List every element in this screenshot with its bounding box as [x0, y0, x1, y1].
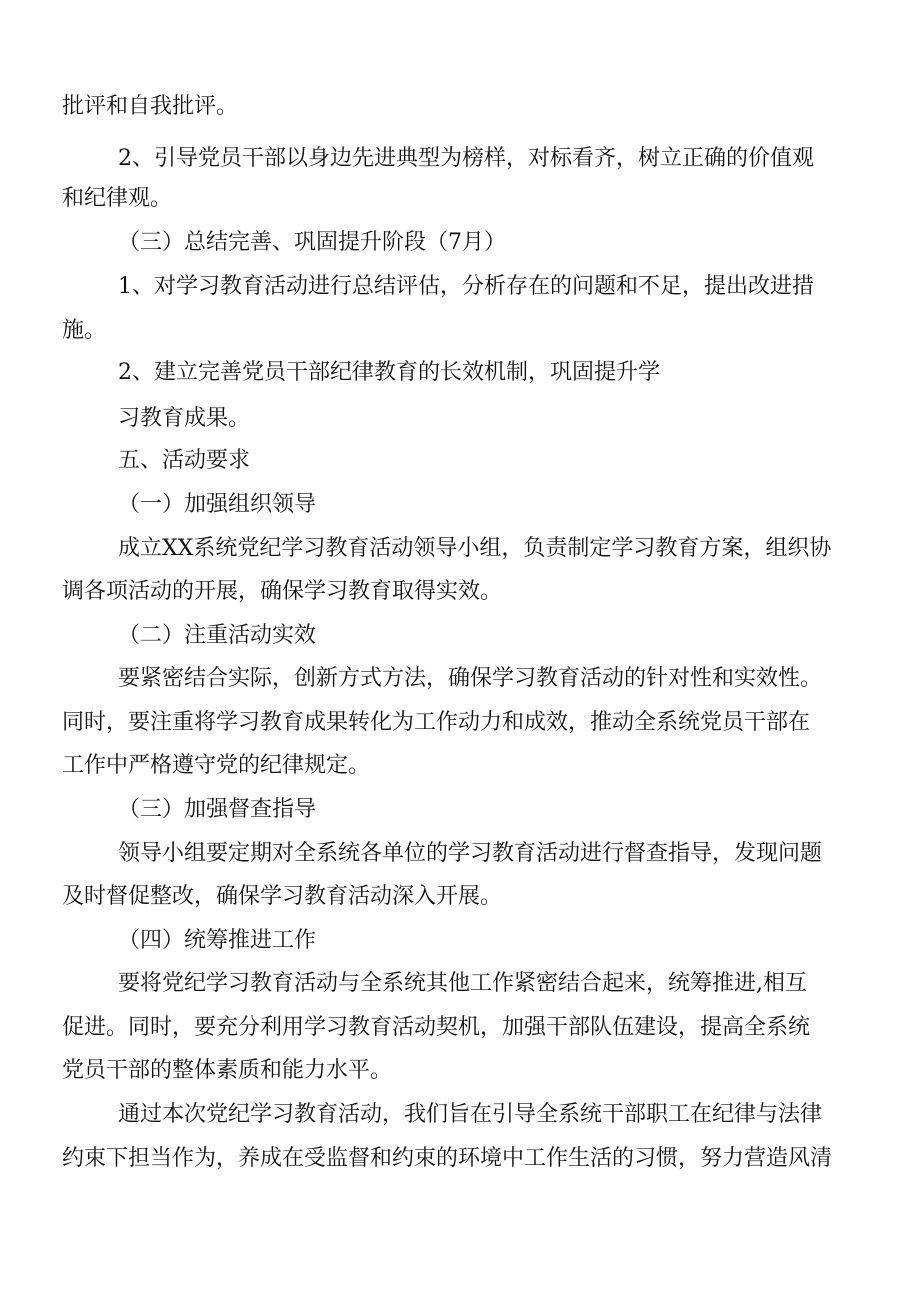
section-heading: （三）总结完善、巩固提升阶段（7月） — [118, 230, 506, 255]
text-line: 工作中严格遵守党的纪律规定。 — [62, 753, 371, 778]
text-line: 和纪律观。 — [62, 186, 173, 211]
section-heading: （二）注重活动实效 — [118, 623, 317, 648]
text-line: 同时，要注重将学习教育成果转化为工作动力和成效，推动全系统党员干部在 — [62, 710, 811, 735]
text-line: 批评和自我批评。 — [62, 94, 239, 119]
text-line: 调各项活动的开展，确保学习教育取得实效。 — [62, 579, 503, 604]
text-line: 习教育成果。 — [118, 406, 251, 431]
text-line: 1、对学习教育活动进行总结评估，分析存在的问题和不足，提出改进措 — [118, 274, 814, 299]
text-line: 约束下担当作为，养成在受监督和约束的环境中工作生活的习惯，努力营造风清 — [62, 1146, 833, 1171]
text-line: 成立XX系统党纪学习教育活动领导小组，负责制定学习教育方案，组织协 — [118, 536, 832, 561]
text-line: 及时督促整改，确保学习教育活动深入开展。 — [62, 884, 503, 909]
section-heading: （四）统筹推进工作 — [118, 928, 317, 953]
section-heading: （三）加强督查指导 — [118, 797, 317, 822]
text-line: 通过本次党纪学习教育活动，我们旨在引导全系统干部职工在纪律与法律 — [118, 1102, 823, 1127]
text-line: 2、建立完善党员干部纪律教育的长效机制，巩固提升学 — [118, 360, 660, 385]
text-line: 要将党纪学习教育活动与全系统其他工作紧密结合起来，统筹推进,相互 — [118, 971, 807, 996]
text-line: 施。 — [62, 318, 107, 343]
text-line: 领导小组要定期对全系统各单位的学习教育活动进行督查指导，发现问题 — [118, 841, 823, 866]
text-line: 要紧密结合实际，创新方式方法，确保学习教育活动的针对性和实效性。 — [118, 666, 823, 691]
section-heading: （一）加强组织领导 — [118, 492, 317, 517]
text-line: 2、引导党员干部以身边先进典型为榜样，对标看齐，树立正确的价值观 — [118, 146, 814, 171]
text-line: 党员干部的整体素质和能力水平。 — [62, 1058, 393, 1083]
section-heading: 五、活动要求 — [118, 448, 251, 473]
text-line: 促进。同时，要充分利用学习教育活动契机，加强干部队伍建设，提高全系统 — [62, 1015, 811, 1040]
